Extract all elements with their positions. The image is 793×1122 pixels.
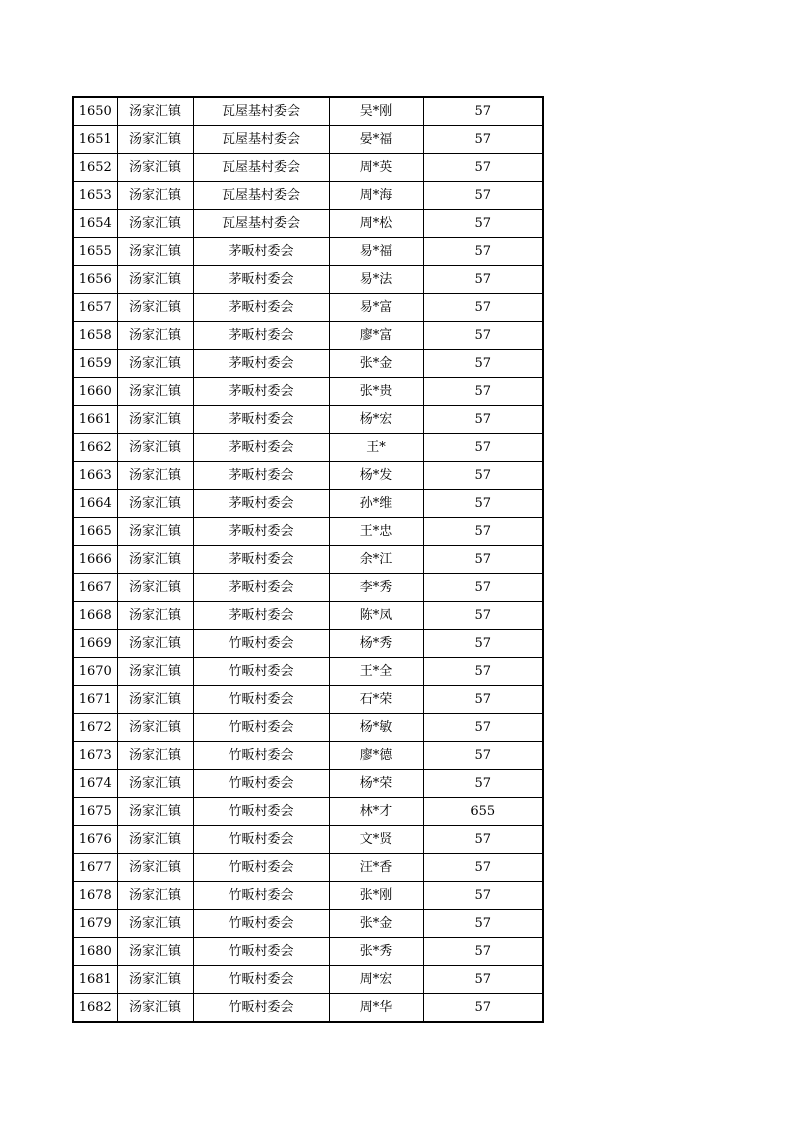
village-cell: 茅畈村委会 [193, 462, 329, 490]
row-number: 1678 [73, 882, 117, 910]
amount-cell: 57 [423, 518, 543, 546]
town-cell: 汤家汇镇 [117, 826, 193, 854]
row-number: 1665 [73, 518, 117, 546]
name-cell: 王*全 [329, 658, 423, 686]
table-row [73, 322, 543, 350]
name-cell: 张*金 [329, 910, 423, 938]
row-number: 1661 [73, 406, 117, 434]
amount-cell: 57 [423, 910, 543, 938]
amount-cell: 57 [423, 630, 543, 658]
amount-cell: 57 [423, 546, 543, 574]
village-cell: 瓦屋基村委会 [193, 126, 329, 154]
table-row [73, 938, 543, 966]
town-cell: 汤家汇镇 [117, 938, 193, 966]
village-cell: 竹畈村委会 [193, 910, 329, 938]
amount-cell: 57 [423, 406, 543, 434]
row-number: 1664 [73, 490, 117, 518]
name-cell: 林*才 [329, 798, 423, 826]
row-number: 1667 [73, 574, 117, 602]
town-cell: 汤家汇镇 [117, 574, 193, 602]
name-cell: 张*刚 [329, 882, 423, 910]
table-row [73, 434, 543, 462]
table-row [73, 406, 543, 434]
village-cell: 茅畈村委会 [193, 434, 329, 462]
village-cell: 茅畈村委会 [193, 490, 329, 518]
village-cell: 竹畈村委会 [193, 854, 329, 882]
amount-cell: 57 [423, 742, 543, 770]
village-cell: 茅畈村委会 [193, 266, 329, 294]
table-row [73, 714, 543, 742]
town-cell: 汤家汇镇 [117, 910, 193, 938]
table-row [73, 518, 543, 546]
row-number: 1650 [73, 97, 117, 126]
row-number: 1654 [73, 210, 117, 238]
row-number: 1657 [73, 294, 117, 322]
amount-cell: 57 [423, 658, 543, 686]
town-cell: 汤家汇镇 [117, 294, 193, 322]
town-cell: 汤家汇镇 [117, 854, 193, 882]
row-number: 1675 [73, 798, 117, 826]
name-cell: 陈*凤 [329, 602, 423, 630]
name-cell: 杨*敏 [329, 714, 423, 742]
village-cell: 瓦屋基村委会 [193, 154, 329, 182]
row-number: 1677 [73, 854, 117, 882]
name-cell: 杨*秀 [329, 630, 423, 658]
name-cell: 文*贤 [329, 826, 423, 854]
town-cell: 汤家汇镇 [117, 602, 193, 630]
town-cell: 汤家汇镇 [117, 322, 193, 350]
row-number: 1653 [73, 182, 117, 210]
amount-cell: 57 [423, 574, 543, 602]
table-row [73, 154, 543, 182]
table-row [73, 238, 543, 266]
town-cell: 汤家汇镇 [117, 882, 193, 910]
row-number: 1669 [73, 630, 117, 658]
town-cell: 汤家汇镇 [117, 770, 193, 798]
name-cell: 张*金 [329, 350, 423, 378]
amount-cell: 57 [423, 434, 543, 462]
name-cell: 余*江 [329, 546, 423, 574]
town-cell: 汤家汇镇 [117, 686, 193, 714]
town-cell: 汤家汇镇 [117, 154, 193, 182]
village-cell: 茅畈村委会 [193, 294, 329, 322]
town-cell: 汤家汇镇 [117, 378, 193, 406]
village-cell: 竹畈村委会 [193, 630, 329, 658]
village-cell: 竹畈村委会 [193, 658, 329, 686]
village-cell: 茅畈村委会 [193, 238, 329, 266]
name-cell: 王* [329, 434, 423, 462]
town-cell: 汤家汇镇 [117, 350, 193, 378]
name-cell: 周*华 [329, 994, 423, 1023]
village-cell: 茅畈村委会 [193, 406, 329, 434]
village-cell: 竹畈村委会 [193, 966, 329, 994]
table-row [73, 686, 543, 714]
row-number: 1673 [73, 742, 117, 770]
row-number: 1671 [73, 686, 117, 714]
row-number: 1679 [73, 910, 117, 938]
row-number: 1680 [73, 938, 117, 966]
amount-cell: 57 [423, 490, 543, 518]
village-cell: 竹畈村委会 [193, 994, 329, 1023]
row-number: 1666 [73, 546, 117, 574]
town-cell: 汤家汇镇 [117, 238, 193, 266]
row-number: 1658 [73, 322, 117, 350]
name-cell: 杨*发 [329, 462, 423, 490]
town-cell: 汤家汇镇 [117, 266, 193, 294]
village-cell: 瓦屋基村委会 [193, 97, 329, 126]
table-row [73, 882, 543, 910]
village-cell: 茅畈村委会 [193, 322, 329, 350]
row-number: 1668 [73, 602, 117, 630]
name-cell: 晏*福 [329, 126, 423, 154]
village-cell: 瓦屋基村委会 [193, 210, 329, 238]
village-cell: 瓦屋基村委会 [193, 182, 329, 210]
table-row [73, 574, 543, 602]
town-cell: 汤家汇镇 [117, 97, 193, 126]
name-cell: 廖*德 [329, 742, 423, 770]
table-row [73, 378, 543, 406]
name-cell: 周*宏 [329, 966, 423, 994]
village-cell: 竹畈村委会 [193, 742, 329, 770]
table-row [73, 126, 543, 154]
name-cell: 孙*维 [329, 490, 423, 518]
village-cell: 竹畈村委会 [193, 686, 329, 714]
table-row [73, 546, 543, 574]
town-cell: 汤家汇镇 [117, 182, 193, 210]
town-cell: 汤家汇镇 [117, 490, 193, 518]
name-cell: 石*荣 [329, 686, 423, 714]
village-cell: 茅畈村委会 [193, 546, 329, 574]
amount-cell: 57 [423, 97, 543, 126]
row-number: 1660 [73, 378, 117, 406]
name-cell: 杨*宏 [329, 406, 423, 434]
roster-table-body [73, 97, 543, 1022]
table-row [73, 462, 543, 490]
name-cell: 张*秀 [329, 938, 423, 966]
name-cell: 周*海 [329, 182, 423, 210]
amount-cell: 57 [423, 266, 543, 294]
row-number: 1656 [73, 266, 117, 294]
table-row [73, 182, 543, 210]
amount-cell: 57 [423, 966, 543, 994]
village-cell: 竹畈村委会 [193, 714, 329, 742]
town-cell: 汤家汇镇 [117, 714, 193, 742]
amount-cell: 57 [423, 938, 543, 966]
table-row [73, 770, 543, 798]
name-cell: 杨*荣 [329, 770, 423, 798]
name-cell: 周*英 [329, 154, 423, 182]
town-cell: 汤家汇镇 [117, 994, 193, 1023]
town-cell: 汤家汇镇 [117, 798, 193, 826]
row-number: 1674 [73, 770, 117, 798]
row-number: 1652 [73, 154, 117, 182]
amount-cell: 57 [423, 238, 543, 266]
town-cell: 汤家汇镇 [117, 462, 193, 490]
village-cell: 茅畈村委会 [193, 350, 329, 378]
name-cell: 汪*香 [329, 854, 423, 882]
name-cell: 周*松 [329, 210, 423, 238]
table-row [73, 910, 543, 938]
village-cell: 竹畈村委会 [193, 938, 329, 966]
name-cell: 李*秀 [329, 574, 423, 602]
amount-cell: 57 [423, 770, 543, 798]
row-number: 1659 [73, 350, 117, 378]
village-cell: 竹畈村委会 [193, 826, 329, 854]
name-cell: 易*福 [329, 238, 423, 266]
row-number: 1662 [73, 434, 117, 462]
table-row [73, 97, 543, 126]
name-cell: 廖*富 [329, 322, 423, 350]
amount-cell: 57 [423, 126, 543, 154]
village-cell: 竹畈村委会 [193, 770, 329, 798]
town-cell: 汤家汇镇 [117, 518, 193, 546]
town-cell: 汤家汇镇 [117, 546, 193, 574]
amount-cell: 57 [423, 602, 543, 630]
name-cell: 易*富 [329, 294, 423, 322]
table-row [73, 210, 543, 238]
table-row [73, 742, 543, 770]
row-number: 1663 [73, 462, 117, 490]
table-row [73, 602, 543, 630]
name-cell: 易*法 [329, 266, 423, 294]
row-number: 1676 [73, 826, 117, 854]
name-cell: 王*忠 [329, 518, 423, 546]
amount-cell: 57 [423, 462, 543, 490]
town-cell: 汤家汇镇 [117, 630, 193, 658]
amount-cell: 57 [423, 714, 543, 742]
amount-cell: 57 [423, 154, 543, 182]
amount-cell: 57 [423, 994, 543, 1023]
village-cell: 茅畈村委会 [193, 518, 329, 546]
table-row [73, 294, 543, 322]
town-cell: 汤家汇镇 [117, 966, 193, 994]
table-row [73, 658, 543, 686]
table-row [73, 630, 543, 658]
amount-cell: 57 [423, 882, 543, 910]
amount-cell: 57 [423, 686, 543, 714]
village-cell: 茅畈村委会 [193, 602, 329, 630]
amount-cell: 57 [423, 378, 543, 406]
amount-cell: 57 [423, 210, 543, 238]
amount-cell: 57 [423, 826, 543, 854]
village-cell: 茅畈村委会 [193, 574, 329, 602]
row-number: 1651 [73, 126, 117, 154]
amount-cell: 57 [423, 350, 543, 378]
row-number: 1655 [73, 238, 117, 266]
town-cell: 汤家汇镇 [117, 126, 193, 154]
row-number: 1681 [73, 966, 117, 994]
table-row [73, 826, 543, 854]
row-number: 1670 [73, 658, 117, 686]
table-row [73, 798, 543, 826]
table-row [73, 994, 543, 1023]
town-cell: 汤家汇镇 [117, 658, 193, 686]
amount-cell: 57 [423, 322, 543, 350]
town-cell: 汤家汇镇 [117, 406, 193, 434]
table-row [73, 854, 543, 882]
amount-cell: 57 [423, 294, 543, 322]
village-cell: 茅畈村委会 [193, 378, 329, 406]
row-number: 1672 [73, 714, 117, 742]
table-row [73, 266, 543, 294]
amount-cell: 57 [423, 854, 543, 882]
village-cell: 竹畈村委会 [193, 798, 329, 826]
table-row [73, 350, 543, 378]
amount-cell: 57 [423, 182, 543, 210]
name-cell: 张*贵 [329, 378, 423, 406]
row-number: 1682 [73, 994, 117, 1023]
roster-table [72, 96, 544, 1023]
town-cell: 汤家汇镇 [117, 210, 193, 238]
name-cell: 吴*刚 [329, 97, 423, 126]
table-row [73, 490, 543, 518]
town-cell: 汤家汇镇 [117, 742, 193, 770]
table-row [73, 966, 543, 994]
village-cell: 竹畈村委会 [193, 882, 329, 910]
amount-cell: 655 [423, 798, 543, 826]
town-cell: 汤家汇镇 [117, 434, 193, 462]
